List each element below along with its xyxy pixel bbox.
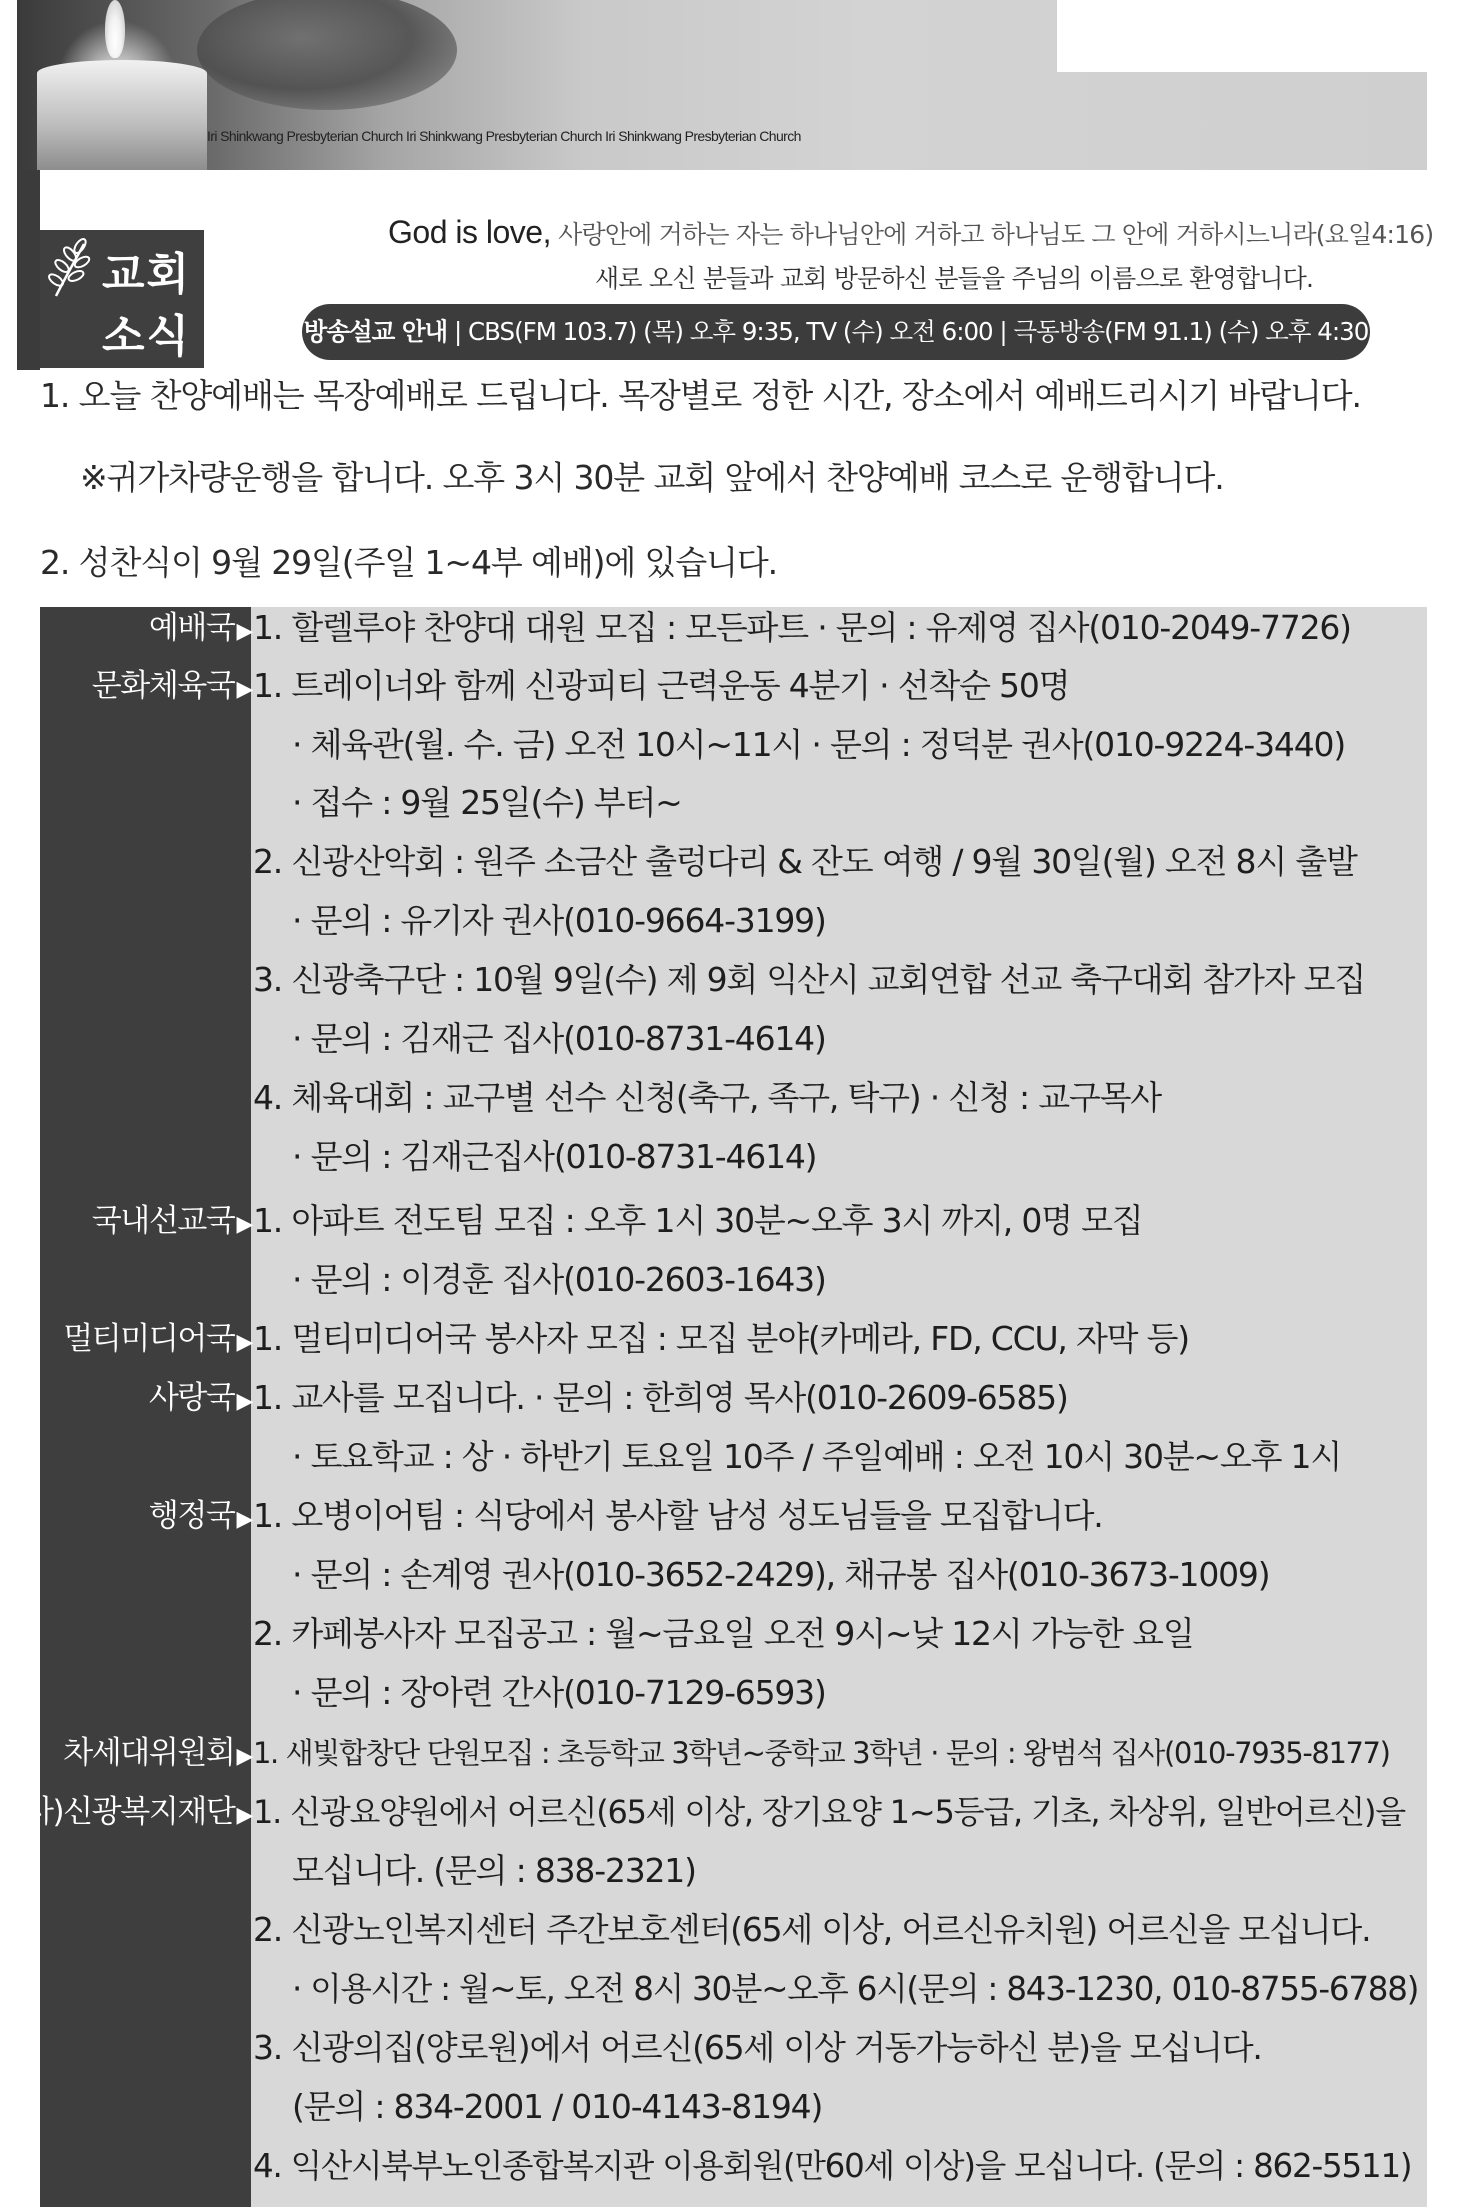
notice-item: 2. 신광노인복지센터 주간보호센터(65세 이상, 어르신유치원) 어르신을 모십니다. xyxy=(253,1910,1371,1949)
dept-label-next-generation: 차세대위원회▶ xyxy=(63,1735,252,1771)
candle-flame-icon xyxy=(105,0,125,58)
dept-label-administration: 행정국▶ xyxy=(148,1498,252,1534)
notice-item: · 문의 : 장아련 간사(010-7129-6593) xyxy=(292,1673,826,1712)
arrow-right-icon: ▶ xyxy=(236,1744,252,1769)
dept-label-welfare-foundation: 사)신광복지재단▶ xyxy=(23,1794,252,1830)
section-title-box xyxy=(40,230,204,368)
church-name-banner: Iri Shinkwang Presbyterian Church Iri Shinkwang Presbyterian Church Iri Shinkwang Presbyterian Church xyxy=(207,128,801,144)
notice-line: 1. 오늘 찬양예배는 목장예배로 드립니다. 목장별로 정한 시간, 장소에서 예배드리시기 바랍니다. xyxy=(40,376,1361,415)
arrow-right-icon: ▶ xyxy=(236,1803,252,1828)
notice-item: 2. 카페봉사자 모집공고 : 월~금요일 오전 9시~낮 12시 가능한 요일 xyxy=(253,1614,1194,1653)
notice-line: 2. 성찬식이 9월 29일(주일 1~4부 예배)에 있습니다. xyxy=(40,543,778,582)
section-title-line2: 소식 xyxy=(102,311,192,362)
header-white-patch xyxy=(1057,0,1427,72)
arrow-right-icon: ▶ xyxy=(236,1389,252,1414)
notice-item: 1. 멀티미디어국 봉사자 모집 : 모집 분야(카메라, FD, CCU, 자막 등) xyxy=(253,1319,1189,1358)
dept-label-culture-sports: 문화체육국▶ xyxy=(91,668,252,704)
notice-item: 1. 할렐루야 찬양대 대원 모집 : 모든파트 · 문의 : 유제영 집사(010-2049-7726) xyxy=(253,608,1351,647)
notice-item: · 토요학교 : 상 · 하반기 토요일 10주 / 주일예배 : 오전 10시 30분~오후 1시 xyxy=(292,1437,1342,1476)
notice-item: 4. 체육대회 : 교구별 선수 신청(축구, 족구, 탁구) · 신청 : 교구목사 xyxy=(253,1078,1161,1117)
notice-item: 1. 교사를 모집니다. · 문의 : 한희영 목사(010-2609-6585) xyxy=(253,1378,1068,1417)
notice-line: ※귀가차량운행을 합니다. 오후 3시 30분 교회 앞에서 찬양예배 코스로 운행합니다. xyxy=(80,458,1224,497)
arrow-right-icon: ▶ xyxy=(236,677,252,702)
arrow-right-icon: ▶ xyxy=(236,1330,252,1355)
broadcast-info-pill xyxy=(302,304,1370,360)
notice-item: 1. 오병이어팀 : 식당에서 봉사할 남성 성도님들을 모집합니다. xyxy=(253,1496,1103,1535)
header-stone-image xyxy=(197,0,457,110)
arrow-right-icon: ▶ xyxy=(236,619,252,644)
notice-item: 모십니다. (문의 : 838-2321) xyxy=(292,1851,696,1890)
notice-item: 1. 트레이너와 함께 신광피티 근력운동 4분기 · 선착순 50명 xyxy=(253,666,1070,705)
notice-item: 2. 신광산악회 : 원주 소금산 출렁다리 & 잔도 여행 / 9월 30일(월) 오전 8시 출발 xyxy=(253,842,1357,881)
candle-image xyxy=(37,60,207,170)
notice-item: (문의 : 834-2001 / 010-4143-8194) xyxy=(292,2087,823,2126)
verse-text: 사랑안에 거하는 자는 하나님안에 거하고 하나님도 그 안에 거하시느니라(요일4:16) xyxy=(550,220,1434,249)
dept-label-domestic-mission: 국내선교국▶ xyxy=(91,1203,252,1239)
notice-item: · 문의 : 김재근 집사(010-8731-4614) xyxy=(292,1019,826,1058)
section-title-line1: 교회 xyxy=(102,249,192,300)
arrow-right-icon: ▶ xyxy=(236,1507,252,1532)
arrow-right-icon: ▶ xyxy=(236,1212,252,1237)
notice-item: 1. 새빛합창단 단원모집 : 초등학교 3학년~중학교 3학년 · 문의 : 왕범석 집사(010-7935-8177) xyxy=(253,1736,1390,1770)
notice-item: 3. 신광의집(양로원)에서 어르신(65세 이상 거동가능하신 분)을 모십니다. xyxy=(253,2028,1262,2067)
notice-item: · 문의 : 이경훈 집사(010-2603-1643) xyxy=(292,1260,826,1299)
header-photo-band xyxy=(17,0,1427,170)
left-dark-strip xyxy=(17,170,40,370)
notice-item: · 접수 : 9월 25일(수) 부터~ xyxy=(292,783,682,822)
notice-item: 1. 신광요양원에서 어르신(65세 이상, 장기요양 1~5등급, 기초, 차상위, 일반어르신)을 xyxy=(253,1793,1405,1831)
notice-item: 3. 신광축구단 : 10월 9일(수) 제 9회 익산시 교회연합 선교 축구대회 참가자 모집 xyxy=(253,960,1365,999)
bible-verse xyxy=(388,214,1434,251)
dept-label-love: 사랑국▶ xyxy=(148,1380,252,1416)
dept-label-multimedia: 멀티미디어국▶ xyxy=(63,1321,252,1357)
broadcast-label: 방송설교 안내 xyxy=(303,317,448,346)
notice-item: · 문의 : 김재근집사(010-8731-4614) xyxy=(292,1137,817,1176)
notice-item: · 문의 : 손계영 권사(010-3652-2429), 채규봉 집사(010-3673-1009) xyxy=(292,1555,1270,1594)
dept-label-worship: 예배국▶ xyxy=(148,610,252,646)
welcome-message: 새로 오신 분들과 교회 방문하신 분들을 주님의 이름으로 환영합니다. xyxy=(595,264,1314,293)
notice-item: · 이용시간 : 월~토, 오전 8시 30분~오후 6시(문의 : 843-1230, 010-8755-6788) xyxy=(292,1970,1419,2008)
notice-item: · 문의 : 유기자 권사(010-9664-3199) xyxy=(292,901,826,940)
notice-item: 1. 아파트 전도팀 모집 : 오후 1시 30분~오후 3시 까지, 0명 모집 xyxy=(253,1201,1143,1240)
notice-item: 4. 익산시북부노인종합복지관 이용회원(만60세 이상)을 모십니다. (문의 : 862-5511) xyxy=(253,2147,1412,2185)
verse-lead: God is love, xyxy=(388,214,551,250)
olive-branch-icon xyxy=(46,236,92,300)
notice-item: · 체육관(월. 수. 금) 오전 10시~11시 · 문의 : 정덕분 권사(010-9224-3440) xyxy=(292,725,1345,764)
broadcast-schedule: | CBS(FM 103.7) (목) 오후 9:35, TV (수) 오전 6:00 | 극동방송(FM 91.1) (수) 오후 4:30 xyxy=(447,317,1369,346)
